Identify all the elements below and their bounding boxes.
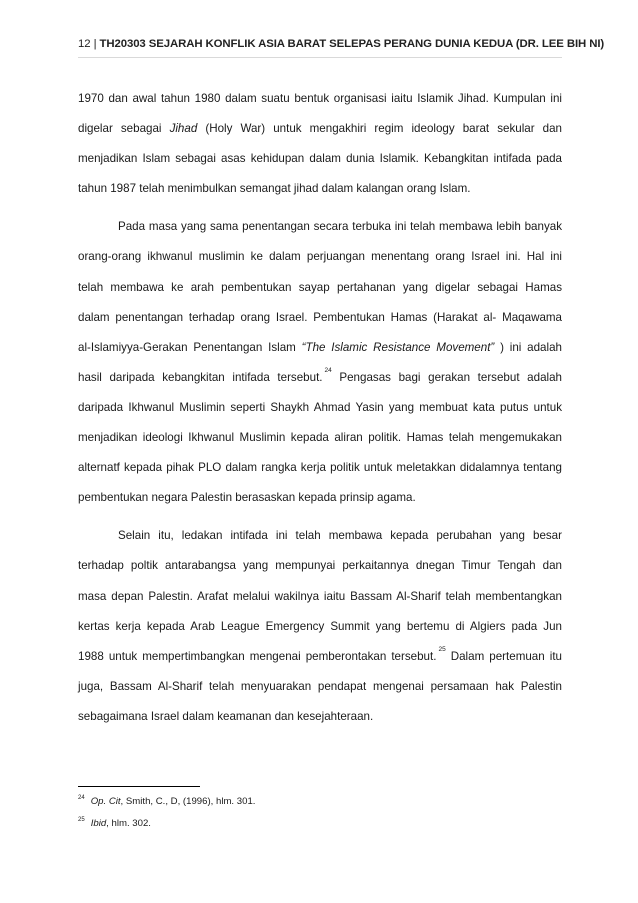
text-line: Pada masa yang sama penentangan secara terbuka ini telah membawa lebih banyak: [118, 220, 562, 234]
text-line: sebagaimana Israel dalam keamanan dan kesejahteraan.: [78, 709, 374, 723]
footnote-text: , Smith, C., D, (1996), hlm. 301.: [120, 796, 256, 807]
running-header: [78, 38, 605, 50]
text-line: Selain itu, ledakan intifada ini telah membawa kepada perubahan yang besar: [118, 529, 562, 543]
italic-quote: “The Islamic Resistance Movement”: [301, 340, 495, 354]
text-line: kertas kerja kepada Arab League Emergency Summit yang bertemu di Algiers pada Jun: [78, 619, 562, 633]
page-number: 12: [78, 38, 91, 50]
paragraph-2: [78, 212, 562, 513]
text-line: terhadap poltik antarabangsa yang mempunyai perkaitannya dnegan Timur Tengah dan: [78, 559, 562, 573]
paragraph-3: [78, 521, 562, 732]
header-title: TH20303 SEJARAH KONFLIK ASIA BARAT SELEPAS PERANG DUNIA KEDUA (DR. LEE BIH NI): [99, 38, 605, 50]
text-line: daripada Ikhwanul Muslimin seperti Shaykh Ahmad Yasin yang membuat kata putus untuk: [78, 400, 562, 414]
text-line: tahun 1987 telah menimbulkan semangat jihad dalam kalangan orang Islam.: [78, 182, 471, 196]
footnote-24: [78, 794, 562, 816]
footnote-divider: [78, 786, 200, 787]
text-line: telah membawa ke arah pembentukan sayap pertahanan yang digelar sebagai Hamas: [78, 280, 562, 294]
footnote-25: [78, 816, 562, 838]
footnote-number: 25: [78, 817, 85, 823]
footnotes: [78, 794, 562, 838]
text-line: menjadikan Islam sebagai asas kehidupan dalam dunia Islamik. Kebangkitan intifada pada: [78, 152, 562, 166]
text-line: hasil daripada kebangkitan intifada tersebut.$^{24}$ Pengasas bagi gerakan tersebut adalah: [78, 366, 562, 384]
header-divider: [78, 57, 562, 58]
paragraph-1: [78, 84, 562, 204]
text-line: 1988 untuk mempertimbangkan mengenai pemberontakan tersebut.$^{25}$ Dalam pertemuan itu: [78, 645, 562, 663]
footnote-number: 24: [78, 795, 85, 801]
footnote-ref[interactable]: 24: [324, 366, 332, 374]
header-separator: |: [93, 38, 97, 50]
text-line: pembentukan negara Palestin berasaskan kepada prinsip agama.: [78, 491, 416, 505]
footnote-italic: Ibid: [90, 818, 107, 829]
text-line: al-Islamiyya-Gerakan Penentangan Islam “The Islamic Resistance Movement” ) ini adalah: [78, 340, 562, 354]
text-line: menjadikan ideologi Ikhwanul Muslimin kepada aliran politik. Hamas telah mengemukakan: [78, 431, 562, 445]
footnote-text: , hlm. 302.: [106, 818, 151, 829]
text-line: 1970 dan awal tahun 1980 dalam suatu bentuk organisasi iaitu Islamik Jihad. Kumpulan ini: [78, 92, 562, 105]
text-line: dalam penentangan terhadap orang Israel. Pembentukan Hamas (Harakat al- Maqawama: [78, 310, 562, 324]
footnote-ref[interactable]: 25: [438, 645, 446, 653]
text-line: masa depan Palestin. Arafat melalui wakilnya iaitu Bassam Al-Sharif telah membentangkan: [78, 589, 562, 603]
text-line: digelar sebagai Jihad (Holy War) untuk mengakhiri regim ideology barat sekular dan: [78, 122, 563, 136]
footnote-italic: Op. Cit: [90, 796, 121, 807]
text-line: juga, Bassam Al-Sharif telah menyuarakan pendapat mengenai persamaan hak Palestin: [78, 679, 562, 693]
italic-term: Jihad: [169, 122, 198, 136]
body-text: [78, 84, 562, 732]
text-line: alternatf kepada pihak PLO dalam rangka kerja politik untuk meletakkan didalamnya tentang: [78, 461, 562, 475]
text-line: orang-orang ikhwanul muslimin ke dalam perjuangan menentang orang Israel ini. Hal ini: [78, 250, 562, 264]
